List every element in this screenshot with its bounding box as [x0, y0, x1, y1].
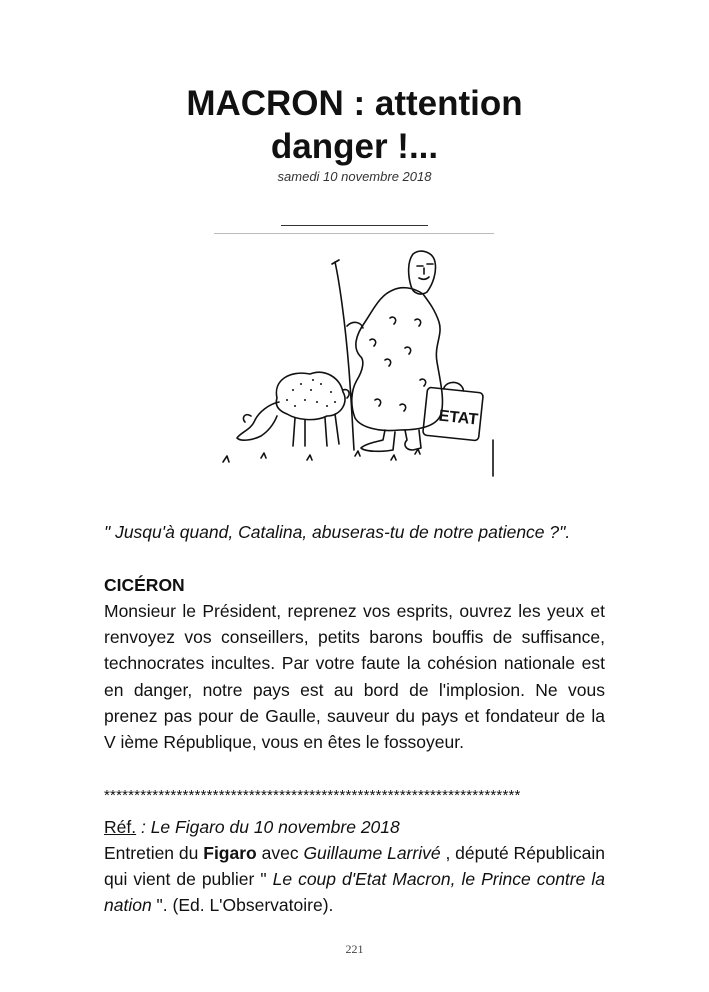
sheep-body [276, 372, 345, 419]
shepherd-coat [352, 288, 443, 431]
page-title [0, 82, 709, 168]
separator-line [281, 225, 428, 226]
shepherd-boots [361, 430, 395, 451]
reference-label: Réf. [104, 817, 137, 837]
horizontal-rule [214, 233, 494, 234]
reference-line [104, 814, 605, 840]
p2-book-title: Le coup d'Etat Macron, le Prince contre la nation [104, 869, 605, 916]
p2-person-name: Guillaume Larrivé [303, 843, 441, 863]
p2-figaro: Figaro [203, 843, 257, 863]
p2-text-1: Entretien du [104, 843, 204, 863]
cartoon-illustration [215, 240, 505, 480]
cicero-quote: " Jusqu'à quand, Catalina, abuseras-tu de notre patience ?". [104, 522, 571, 542]
p2-text-4: ". (Ed. L'Observatoire). [151, 895, 334, 916]
p2-text-2: avec [256, 843, 304, 863]
page-number: 221 [345, 942, 364, 956]
paragraph-interview [104, 840, 605, 919]
title-line-2: danger !... [270, 127, 439, 166]
publication-date: samedi 10 novembre 2018 [277, 169, 432, 184]
paragraph-open-letter: Monsieur le Président, reprenez vos esprits, ouvrez les yeux et renvoyez vos conseillers, petits barons bouffis de suffisance, technocrates incultes. Par votre faute la cohésion nationale est en danger, notre pays est au bord de l'implosion. Ne vous prenez pas pour de Gaulle, sauveur du pays et fondateur de la V ième République, vous en êtes le fossoyeur. [104, 601, 605, 753]
shepherd-staff [335, 262, 354, 450]
briefcase-label: ETAT [437, 407, 479, 429]
title-line-1: MACRON : attention [186, 84, 523, 123]
quote-author: CICÉRON [104, 575, 185, 595]
star-separator: ********************************************************************* [104, 787, 521, 804]
p2-text-3: , député Républicain qui vient de publier " [104, 843, 606, 890]
shepherd-head [409, 251, 436, 294]
reference-source: : Le Figaro du 10 novembre 2018 [136, 817, 400, 837]
